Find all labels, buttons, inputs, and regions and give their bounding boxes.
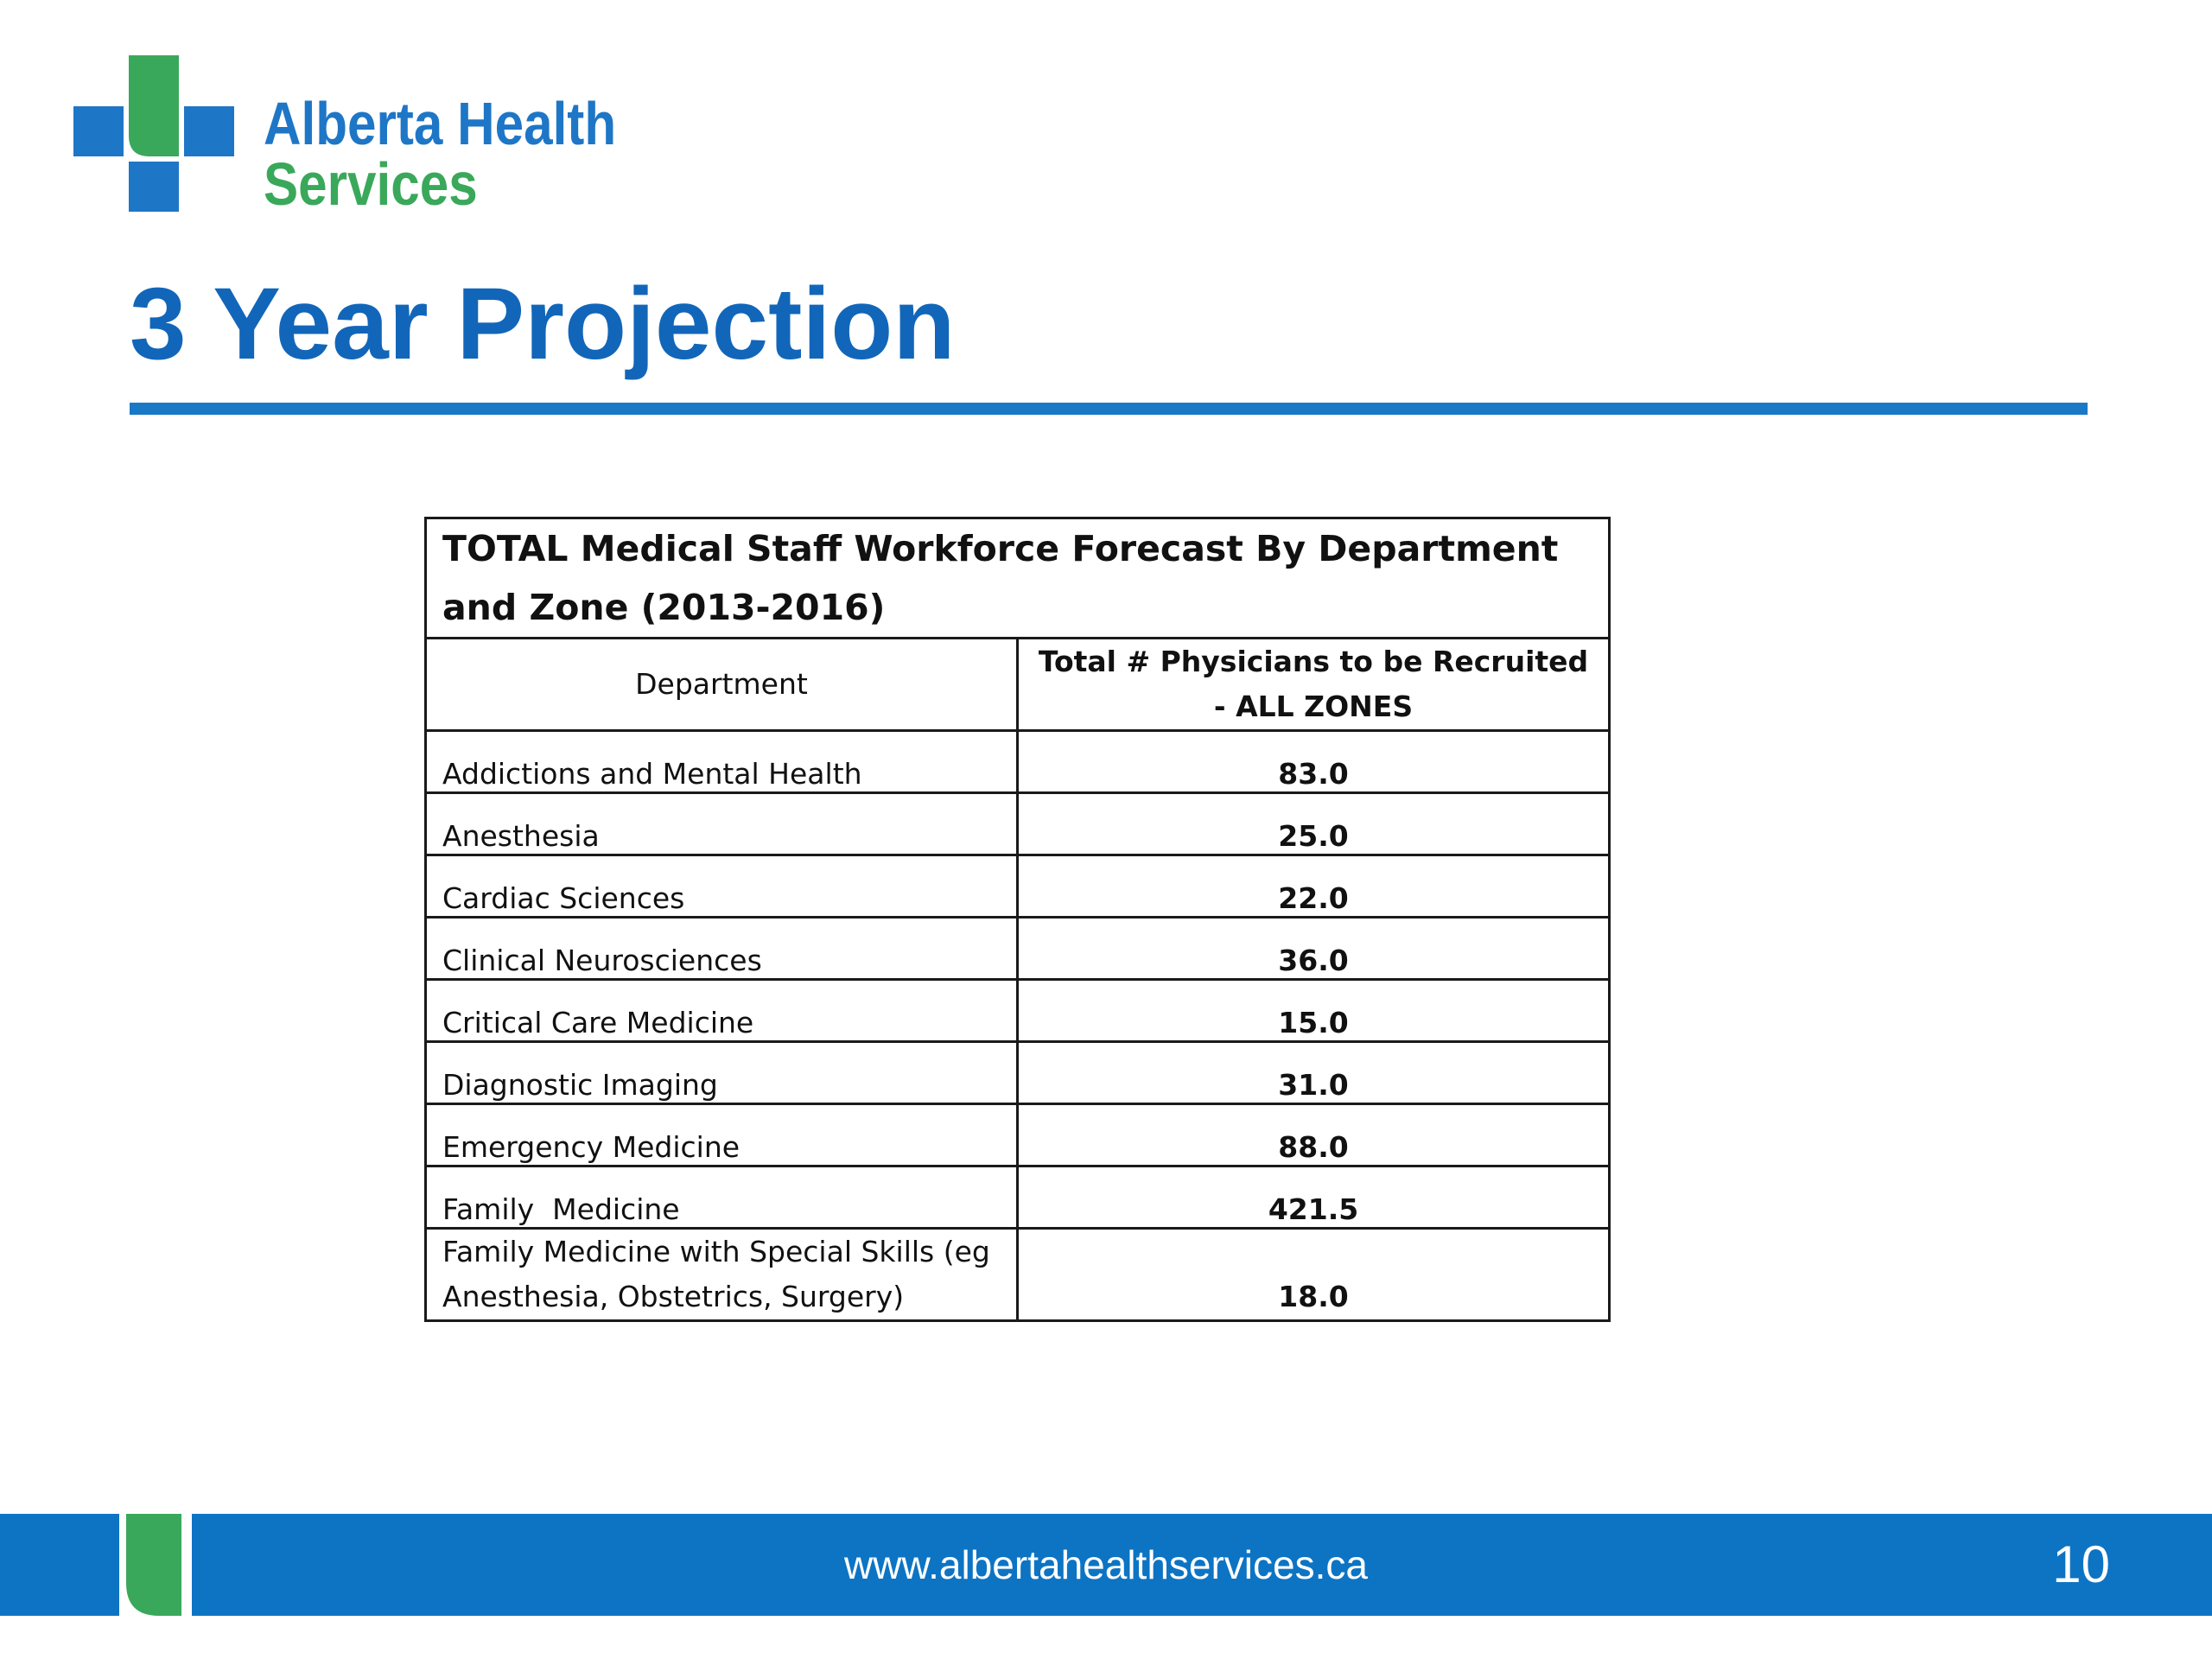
- table-row: [426, 1042, 1610, 1104]
- value-cell: 421.5: [1018, 1166, 1610, 1229]
- table-row: [426, 980, 1610, 1042]
- department-cell: Family Medicine with Special Skills (eg Anesthesia, Obstetrics, Surgery): [426, 1229, 1018, 1321]
- value-cell: 18.0: [1018, 1229, 1610, 1321]
- department-cell: Anesthesia: [426, 793, 1018, 855]
- department-cell: Family Medicine: [426, 1166, 1018, 1229]
- logo-line-2: Services: [264, 150, 478, 218]
- value-cell: 83.0: [1018, 731, 1610, 793]
- logo-wordmark: [264, 90, 617, 218]
- table-header-row: [426, 639, 1610, 731]
- table-row: [426, 918, 1610, 980]
- logo-line-1: Alberta Health: [264, 90, 617, 157]
- value-cell: 15.0: [1018, 980, 1610, 1042]
- department-cell: Critical Care Medicine: [426, 980, 1018, 1042]
- ahs-logo: [73, 55, 635, 219]
- department-cell: Addictions and Mental Health: [426, 731, 1018, 793]
- value-cell: 22.0: [1018, 855, 1610, 918]
- title-divider: [130, 403, 2088, 415]
- value-cell: 31.0: [1018, 1042, 1610, 1104]
- table-row: [426, 793, 1610, 855]
- value-cell: 25.0: [1018, 793, 1610, 855]
- table-row: [426, 1229, 1610, 1321]
- column-header-total: Total # Physicians to be Recruited - ALL ZONES: [1018, 639, 1610, 731]
- column-header-department: Department: [426, 639, 1018, 731]
- ahs-cross-icon: [73, 55, 238, 216]
- table-caption: TOTAL Medical Staff Workforce Forecast By Department and Zone (2013-2016): [426, 518, 1610, 639]
- value-cell: 88.0: [1018, 1104, 1610, 1166]
- department-cell: Diagnostic Imaging: [426, 1042, 1018, 1104]
- department-cell: Clinical Neurosciences: [426, 918, 1018, 980]
- table-row: [426, 1104, 1610, 1166]
- table-row: [426, 731, 1610, 793]
- footer-url: www.albertahealthservices.ca: [844, 1542, 1368, 1587]
- page-number: 10: [2052, 1535, 2110, 1593]
- value-cell: 36.0: [1018, 918, 1610, 980]
- table-row: [426, 1166, 1610, 1229]
- table-caption-row: [426, 518, 1610, 639]
- page-title: 3 Year Projection: [130, 267, 956, 381]
- workforce-forecast-table: [424, 517, 1611, 1322]
- department-cell: Emergency Medicine: [426, 1104, 1018, 1166]
- department-cell: Cardiac Sciences: [426, 855, 1018, 918]
- table-row: [426, 855, 1610, 918]
